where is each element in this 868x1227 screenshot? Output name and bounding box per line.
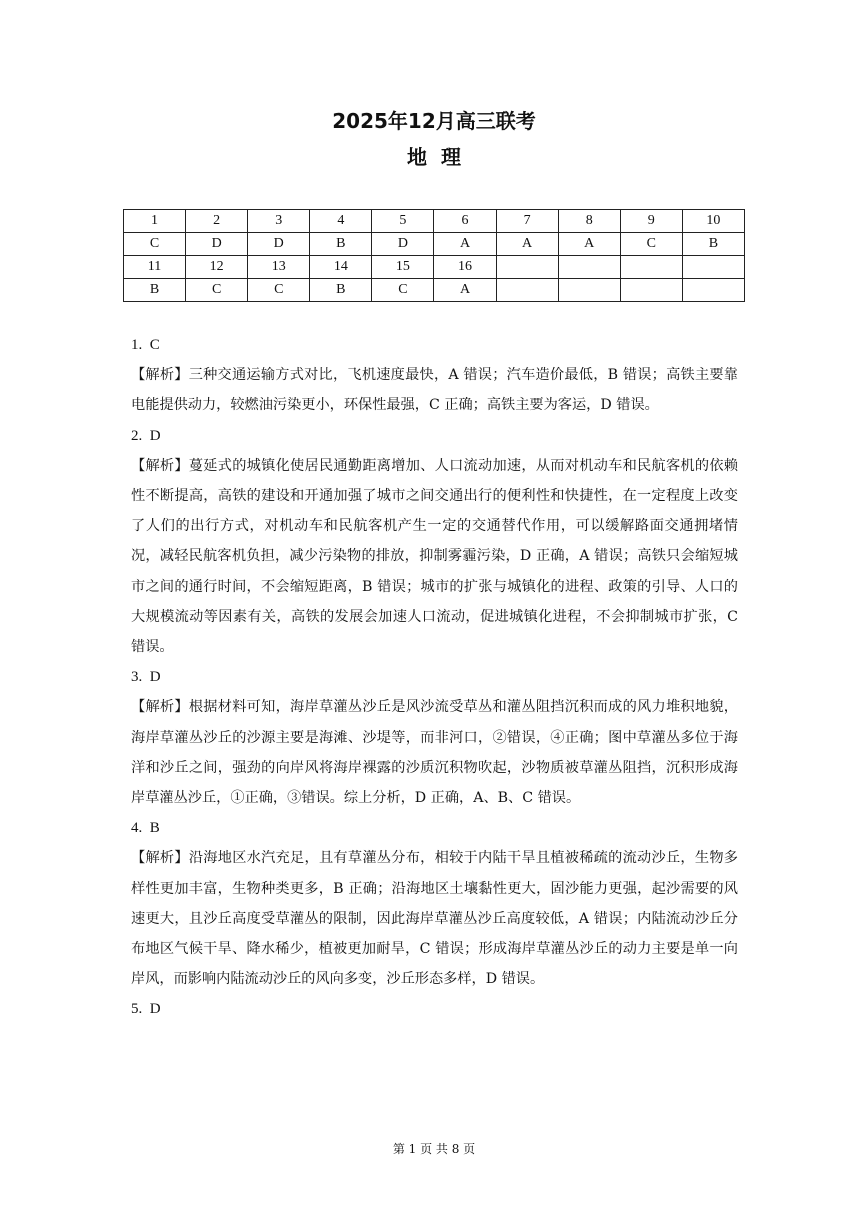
question-analysis: 【解析】根据材料可知，海岸草灌丛沙丘是风沙流受草丛和灌丛阻挡沉积而成的风力堆积地貌，海岸草灌丛沙丘的沙源主要是海滩、沙堤等，而非河口，②错误，④正确；图中草灌丛多位于海洋和沙丘之间，强劲的向岸风将海岸裸露的沙质沉积物吹起，沙物质被草灌丛阻挡，沉积形成海岸草灌丛沙丘，①正确，③错误。综上分析，D 正确，A、B、C 错误。 xyxy=(131,699,738,807)
table-row xyxy=(124,279,745,302)
table-cell: 12 xyxy=(186,256,248,279)
table-cell xyxy=(496,279,558,302)
table-cell: D xyxy=(372,233,434,256)
table-cell xyxy=(496,256,558,279)
table-cell xyxy=(682,279,744,302)
subject-heading: 地 理 xyxy=(407,145,461,169)
table-cell: 3 xyxy=(248,210,310,233)
table-cell xyxy=(558,279,620,302)
question-block xyxy=(131,330,738,421)
table-cell: A xyxy=(434,279,496,302)
question-analysis: 【解析】蔓延式的城镇化使居民通勤距离增加、人口流动加速，从而对机动车和民航客机的依赖性不断提高，高铁的建设和开通加强了城市之间交通出行的便利性和快捷性，在一定程度上改变了人们的出行方式，对机动车和民航客机产生一定的交通替代作用，可以缓解路面交通拥堵情况，减轻民航客机负担，减少污染物的排放，抑制雾霾污染，D 正确，A 错误；高铁只会缩短城市之间的通行时间，不会缩短距离，B 错误；城市的扩张与城镇化的进程、政策的引导、人口的大规模流动等因素有关，高铁的发展会加速人口流动，促进城镇化进程，不会抑制城市扩张，C 错误。 xyxy=(131,457,738,656)
question-number: 2. D xyxy=(131,427,161,444)
question-block xyxy=(131,421,738,663)
table-row xyxy=(124,233,745,256)
table-row xyxy=(124,210,745,233)
question-number: 3. D xyxy=(131,669,161,686)
table-cell: A xyxy=(496,233,558,256)
table-cell: B xyxy=(124,279,186,302)
table-cell: D xyxy=(186,233,248,256)
page-title: 2025年12月高三联考 xyxy=(332,109,536,133)
question-block xyxy=(131,994,738,1024)
question-block xyxy=(131,662,738,813)
table-cell xyxy=(620,279,682,302)
table-cell: 15 xyxy=(372,256,434,279)
page-footer: 第 1 页 共 8 页 xyxy=(392,1142,476,1156)
table-cell: B xyxy=(310,233,372,256)
table-cell: C xyxy=(372,279,434,302)
answer-table xyxy=(123,209,745,302)
question-block xyxy=(131,813,738,994)
table-cell: 7 xyxy=(496,210,558,233)
table-cell xyxy=(682,256,744,279)
table-cell: 1 xyxy=(124,210,186,233)
question-number: 5. D xyxy=(131,1001,161,1018)
table-cell: 10 xyxy=(682,210,744,233)
table-cell: C xyxy=(186,279,248,302)
table-cell: D xyxy=(248,233,310,256)
question-analysis: 【解析】三种交通运输方式对比，飞机速度最快，A 错误；汽车造价最低，B 错误；高铁主要靠电能提供动力，较燃油污染更小，环保性最强，C 正确；高铁主要为客运，D 错误。 xyxy=(131,367,738,414)
table-cell: 14 xyxy=(310,256,372,279)
table-cell: 16 xyxy=(434,256,496,279)
question-number: 4. B xyxy=(131,820,160,837)
table-cell: A xyxy=(434,233,496,256)
table-cell xyxy=(558,256,620,279)
table-cell: 4 xyxy=(310,210,372,233)
table-cell: C xyxy=(248,279,310,302)
answer-explanations xyxy=(131,330,738,1025)
table-cell: 2 xyxy=(186,210,248,233)
table-cell: C xyxy=(124,233,186,256)
table-cell: 6 xyxy=(434,210,496,233)
table-cell: 8 xyxy=(558,210,620,233)
table-cell: A xyxy=(558,233,620,256)
table-row xyxy=(124,256,745,279)
question-number: 1. C xyxy=(131,337,160,353)
table-cell: 13 xyxy=(248,256,310,279)
table-cell: B xyxy=(682,233,744,256)
question-analysis: 【解析】沿海地区水汽充足，且有草灌丛分布，相较于内陆干旱且植被稀疏的流动沙丘，生物多样性更加丰富，生物种类更多，B 正确；沿海地区土壤黏性更大，固沙能力更强，起沙需要的风速更大，且沙丘高度受草灌丛的限制，因此海岸草灌丛沙丘高度较低，A 错误；内陆流动沙丘分布地区气候干旱、降水稀少，植被更加耐旱，C 错误；形成海岸草灌丛沙丘的动力主要是单一向岸风，而影响内陆流动沙丘的风向多变，沙丘形态多样，D 错误。 xyxy=(131,850,738,988)
table-cell: C xyxy=(620,233,682,256)
table-cell xyxy=(620,256,682,279)
table-cell: B xyxy=(310,279,372,302)
table-cell: 9 xyxy=(620,210,682,233)
table-cell: 5 xyxy=(372,210,434,233)
table-cell: 11 xyxy=(124,256,186,279)
